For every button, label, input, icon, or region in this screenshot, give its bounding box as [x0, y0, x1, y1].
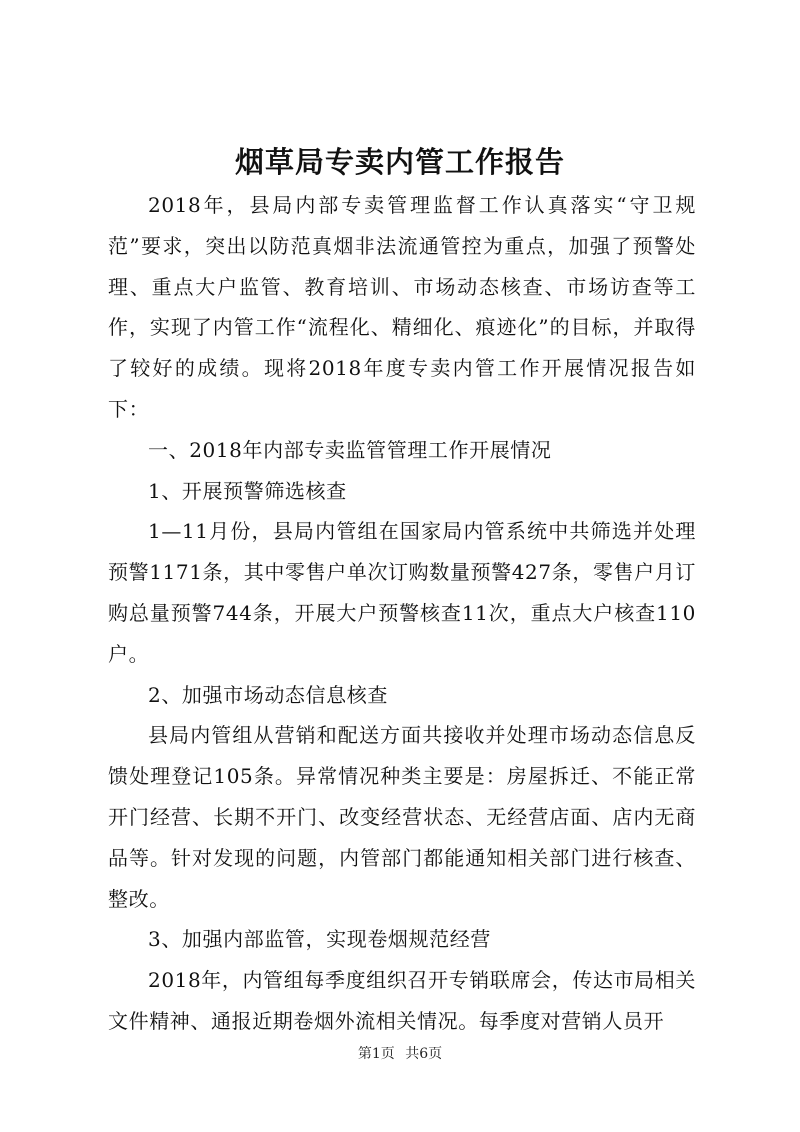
section-heading: 一、2018年内部专卖监管管理工作开展情况	[148, 437, 552, 462]
subsection-heading: 1、开展预警筛选核查	[148, 478, 347, 503]
document-title: 烟草局专卖内管工作报告	[234, 145, 565, 179]
subsection-heading: 3、加强内部监管，实现卷烟规范经营	[148, 927, 491, 952]
paragraph: 2018年，内管组每季度组织召开专销联席会，传达市局相关文件精神、通报近期卷烟外流相关情况。每季度对营销人员开	[108, 968, 696, 1033]
subsection-heading: 2、加强市场动态信息核查	[148, 682, 388, 707]
page-footer	[0, 1044, 800, 1064]
paragraph: 县局内管组从营销和配送方面共接收并处理市场动态信息反馈处理登记105条。异常情况种类主要是：房屋拆迁、不能正常开门经营、长期不开门、改变经营状态、无经营店面、店内无商品等。针对发现的问题，内管部门都能通知相关部门进行核查、整改。	[108, 723, 696, 911]
page-total: 共6页	[405, 1046, 443, 1062]
document-body	[108, 185, 696, 1042]
paragraph-intro: 2018年，县局内部专卖管理监督工作认真落实“守卫规范”要求，突出以防范真烟非法流通管控为重点，加强了预警处理、重点大户监管、教育培训、市场动态核查、市场访查等工作，实现了内管工作“流程化、精细化、痕迹化”的目标，并取得了较好的成绩。现将2018年度专卖内管工作开展情况报告如下：	[108, 193, 696, 421]
page-number: 第1页	[357, 1046, 395, 1062]
paragraph: 1—11月份，县局内管组在国家局内管系统中共筛选并处理预警1171条，其中零售户单次订购数量预警427条，零售户月订购总量预警744条，开展大户预警核查11次，重点大户核查110户。	[108, 519, 696, 666]
